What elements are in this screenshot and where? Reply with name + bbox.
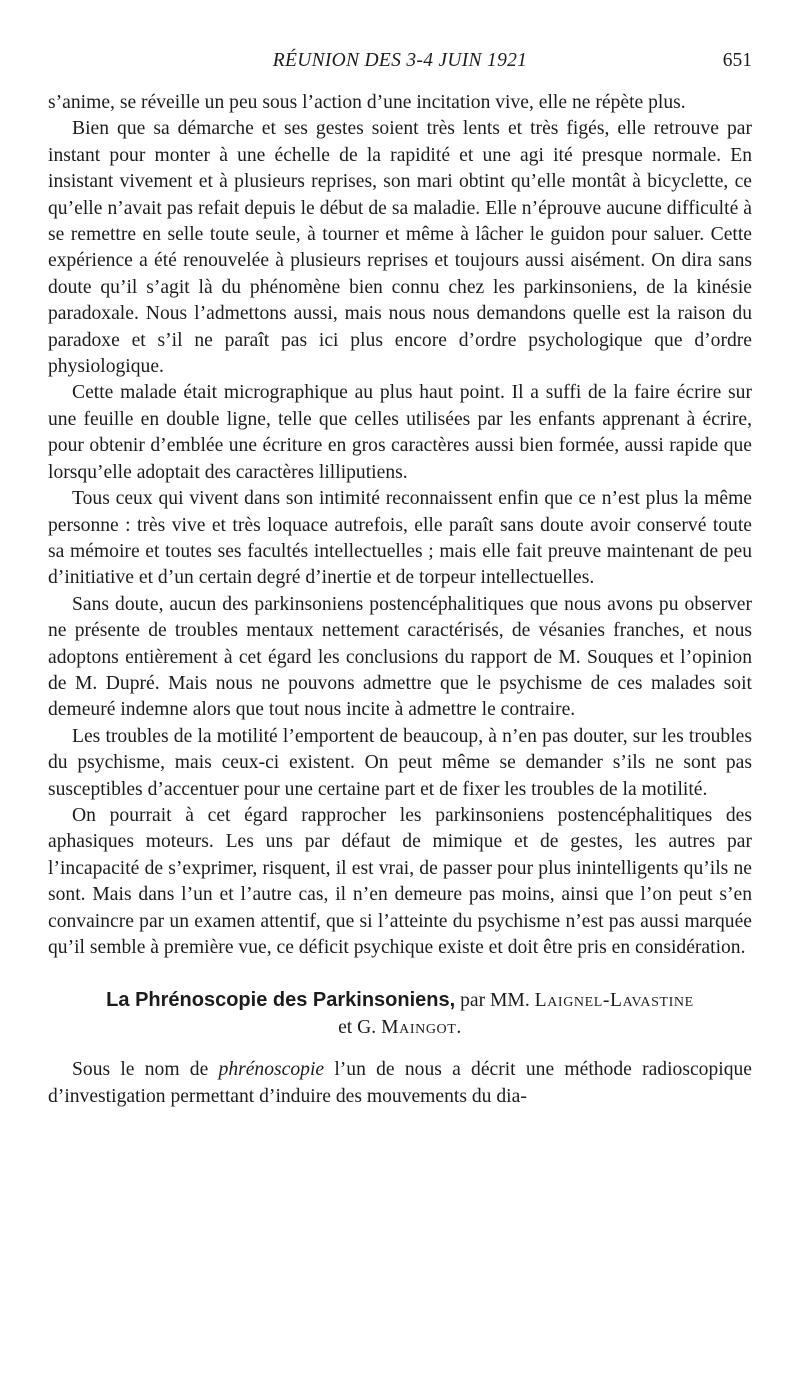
italic-term: phrénoscopie	[218, 1059, 325, 1081]
page-header	[48, 50, 752, 80]
text-run: Sous le nom de	[72, 1059, 219, 1081]
text-run: l’un de nous a décrit une méthode radioscopique d’investigation permettant d’induire des mouvements du dia-	[48, 1059, 752, 1107]
running-title: RÉUNION DES 3-4 JUIN 1921	[272, 50, 528, 71]
page-body	[48, 90, 752, 1110]
paragraph: Tous ceux qui vivent dans son intimité reconnaissent enfin que ce n’est plus la même personne : très vive et très loquace autrefois, elle paraît sans doute avoir conservé toute sa mémoire et toutes ses facultés intellectuelles ; mais elle fait preuve maintenant de peu d’initiative et d’un certain degré d’inertie et de torpeur intellectuelles.	[48, 488, 752, 589]
author-name: Laignel-Lavastine	[534, 990, 694, 1012]
section-title: La Phrénoscopie des Parkinsoniens,	[106, 989, 456, 1012]
paragraph	[48, 1057, 752, 1110]
section-title-by: par MM.	[455, 990, 535, 1012]
section-heading	[48, 987, 752, 1041]
page-number: 651	[722, 50, 752, 71]
section-title-and: et G.	[338, 1017, 382, 1039]
author-name: Maingot.	[381, 1017, 462, 1039]
paragraph: On pourrait à cet égard rapprocher les parkinsoniens postencéphalitiques des aphasiques moteurs. Les uns par défaut de mimique et de gestes, les autres par l’incapacité de s’exprimer, risquent, il est vrai, de passer pour plus inintelligents qu’ils ne sont. Mais dans l’un et l’autre cas, il n’en demeure pas moins, ainsi que l’on peut s’en convaincre par un examen attentif, que si l’atteinte du psychisme n’est pas aussi marquée qu’il semble à première vue, ce déficit psychique existe et doit être pris en considération.	[48, 804, 752, 958]
paragraph: s’anime, se réveille un peu sous l’action d’une incitation vive, elle ne répète plus.	[48, 92, 686, 113]
paragraph: Les troubles de la motilité l’emportent de beaucoup, à n’en pas douter, sur les troubles du psychisme, mais ceux-ci existent. On peut même se demander s’ils ne sont pas susceptibles d’accentuer pour une certaine part et de fixer les troubles de la motilité.	[48, 725, 752, 800]
paragraph: Bien que sa démarche et ses gestes soient très lents et très figés, elle retrouve par instant pour monter à une échelle de la rapidité et une agi ité presque normale. En insistant vivement et à plusieurs reprises, son mari obtint qu’elle montât à bicyclette, ce qu’elle n’avait pas refait depuis le début de sa maladie. Elle n’éprouve aucune difficulté à se remettre en selle toute seule, à tourner et même à lâcher le guidon pour saluer. Cette expérience a été renouvelée à plusieurs reprises et toujours aussi aisément. On dira sans doute qu’il s’agit là du phénomène bien connu chez les parkinsoniens, de la kinésie paradoxale. Nous l’admettons aussi, mais nous nous demandons quelle est la raison du paradoxe et s’il ne paraît pas ici plus encore d’ordre psychologique que d’ordre physiologique.	[48, 118, 752, 378]
paragraph: Cette malade était micrographique au plus haut point. Il a suffi de la faire écrire sur une feuille en double ligne, telle que celles utilisées par les enfants apprenant à écrire, pour obtenir d’emblée une écriture en gros caractères aussi bien formée, aussi rapide que lorsqu’elle adoptait des caractères lilliputiens.	[48, 382, 752, 483]
paragraph: Sans doute, aucun des parkinsoniens postencéphalitiques que nous avons pu observer ne présente de troubles mentaux nettement caractérisés, de vésanies franches, et nous adoptons entièrement à cet égard les conclusions du rapport de M. Souques et l’opinion de M. Dupré. Mais nous ne pouvons admettre que le psychisme de ces malades soit demeuré indemne alors que tout nous incite à admettre le contraire.	[48, 593, 752, 721]
